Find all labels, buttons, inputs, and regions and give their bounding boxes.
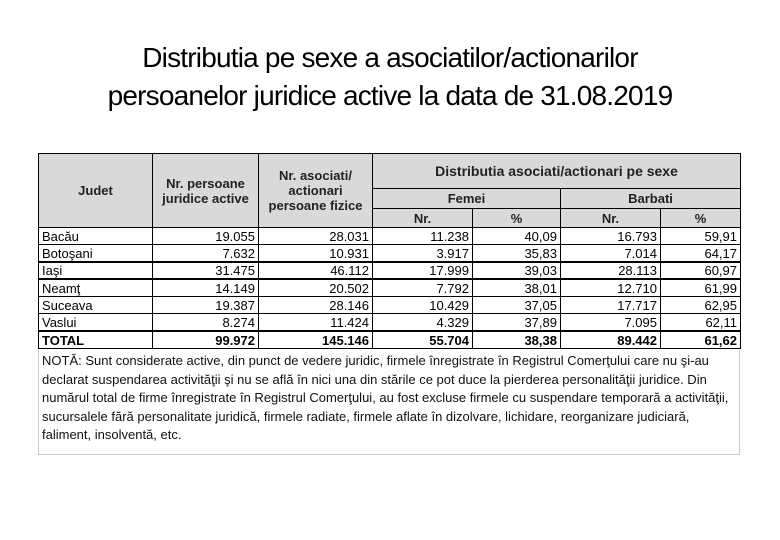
cell-persoane: 19.387 <box>153 297 259 314</box>
cell-judet: Bacău <box>39 228 153 245</box>
table-row <box>39 262 741 279</box>
table-row <box>39 297 741 314</box>
cell-b-pct: 62,95 <box>661 297 741 314</box>
cell-f-nr: 10.429 <box>373 297 473 314</box>
cell-persoane: 31.475 <box>153 262 259 279</box>
cell-b-nr: 28.113 <box>561 262 661 279</box>
slide-title-line2: persoanelor juridice active la data de 31.08.2019 <box>107 80 673 111</box>
cell-f-nr: 3.917 <box>373 245 473 262</box>
cell-f-pct: 37,05 <box>473 297 561 314</box>
cell-persoane: 99.972 <box>153 331 259 348</box>
table-row <box>39 228 741 245</box>
cell-f-pct: 37,89 <box>473 314 561 331</box>
cell-persoane: 14.149 <box>153 279 259 296</box>
header-femei: Femei <box>373 189 561 209</box>
cell-b-pct: 61,62 <box>661 331 741 348</box>
cell-b-nr: 12.710 <box>561 279 661 296</box>
cell-judet: Neamţ <box>39 279 153 296</box>
cell-judet: Botoşani <box>39 245 153 262</box>
cell-persoane: 19.055 <box>153 228 259 245</box>
cell-asociati: 10.931 <box>259 245 373 262</box>
cell-b-pct: 59,91 <box>661 228 741 245</box>
cell-judet: Suceava <box>39 297 153 314</box>
cell-b-pct: 61,99 <box>661 279 741 296</box>
cell-b-nr: 7.014 <box>561 245 661 262</box>
cell-b-pct: 64,17 <box>661 245 741 262</box>
cell-f-pct: 40,09 <box>473 228 561 245</box>
table-row <box>39 314 741 331</box>
header-asociati: Nr. asociati/ actionari persoane fizice <box>259 154 373 228</box>
cell-asociati: 46.112 <box>259 262 373 279</box>
table-row <box>39 245 741 262</box>
cell-asociati: 20.502 <box>259 279 373 296</box>
header-distributia: Distributia asociati/actionari pe sexe <box>373 154 741 189</box>
cell-f-pct: 38,01 <box>473 279 561 296</box>
cell-asociati: 28.146 <box>259 297 373 314</box>
header-femei-pct: % <box>473 209 561 228</box>
cell-f-nr: 17.999 <box>373 262 473 279</box>
note-text: NOTĂ: Sunt considerate active, din punct de vedere juridic, firmele înregistrate în Registrul Comerţului care nu şi-au declarat suspendarea activităţii şi nu se află în nici una din stările ce pot duce la pierderea personalităţii juridice. Din numărul total de firme înregistrate în Registrul Comerţului, au fost excluse firmele cu suspendare temporară a activităţii, sucursalele fără personalitate juridică, firmele radiate, firmele aflate în dizolvare, lichidare, reorganizare judiciară, faliment, insolventă, etc. <box>38 350 740 455</box>
cell-judet: Iaşi <box>39 262 153 279</box>
cell-b-pct: 62,11 <box>661 314 741 331</box>
header-barbati-pct: % <box>661 209 741 228</box>
cell-b-nr: 16.793 <box>561 228 661 245</box>
cell-f-nr: 11.238 <box>373 228 473 245</box>
cell-asociati: 145.146 <box>259 331 373 348</box>
cell-b-pct: 60,97 <box>661 262 741 279</box>
slide-title-line1: Distributia pe sexe a asociatilor/actionarilor <box>142 42 638 73</box>
cell-f-nr: 7.792 <box>373 279 473 296</box>
cell-judet: Vaslui <box>39 314 153 331</box>
header-judet: Judet <box>39 154 153 228</box>
cell-judet: TOTAL <box>39 331 153 348</box>
header-barbati: Barbati <box>561 189 741 209</box>
cell-persoane: 7.632 <box>153 245 259 262</box>
cell-asociati: 11.424 <box>259 314 373 331</box>
cell-b-nr: 7.095 <box>561 314 661 331</box>
header-persoane: Nr. persoane juridice active <box>153 154 259 228</box>
cell-f-pct: 35,83 <box>473 245 561 262</box>
cell-f-pct: 39,03 <box>473 262 561 279</box>
cell-f-nr: 55.704 <box>373 331 473 348</box>
cell-b-nr: 89.442 <box>561 331 661 348</box>
cell-f-pct: 38,38 <box>473 331 561 348</box>
cell-persoane: 8.274 <box>153 314 259 331</box>
table-row <box>39 279 741 296</box>
distribution-table <box>38 153 741 349</box>
cell-b-nr: 17.717 <box>561 297 661 314</box>
header-femei-nr: Nr. <box>373 209 473 228</box>
cell-f-nr: 4.329 <box>373 314 473 331</box>
header-barbati-nr: Nr. <box>561 209 661 228</box>
cell-asociati: 28.031 <box>259 228 373 245</box>
table-row <box>39 331 741 348</box>
